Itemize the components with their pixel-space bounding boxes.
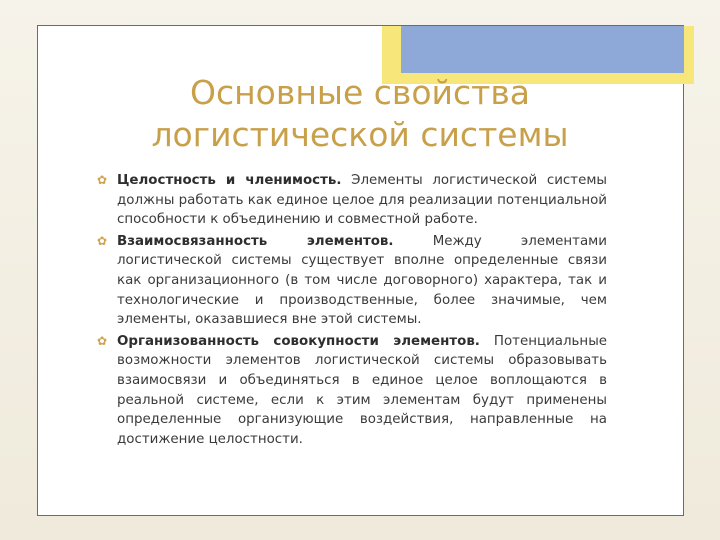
bullet-term: Организованность совокупности элементов. xyxy=(117,333,480,349)
bullet-item-interconnection xyxy=(97,232,607,330)
bullet-text: Элементы логистической системы должны работать как единое целое для реализации потенциальной способности к объединению и совместной работе. xyxy=(117,173,607,228)
bullet-term: Взаимосвязанность элементов. xyxy=(117,233,394,249)
bullet-item-organization xyxy=(97,332,607,450)
flower-bullet-icon: ✿ xyxy=(97,233,108,248)
bullet-text: Между элементами логистической системы существует вполне определенные связи как организационного (в том числе договорного) характера, так и технологические и производственные, более значимые, чем элементы, оказавшиеся вне этой системы. xyxy=(117,233,607,328)
bullet-list xyxy=(97,171,607,451)
bullet-term: Целостность и членимость. xyxy=(117,173,342,188)
flower-bullet-icon: ✿ xyxy=(97,173,108,187)
flower-bullet-icon: ✿ xyxy=(97,333,108,348)
accent-blue-bar xyxy=(401,26,684,73)
bullet-text: Потенциальные возможности элементов логистической системы образовывать взаимосвязи и объединяться в единое целое воплощаются в реальной системе, если к этим элементам будут применены определенные организующие воздействия, направленные на достижение целостности. xyxy=(117,333,608,447)
slide-title: Основные свойства логистической системы xyxy=(151,73,569,154)
bullet-item-integrity xyxy=(97,171,607,230)
